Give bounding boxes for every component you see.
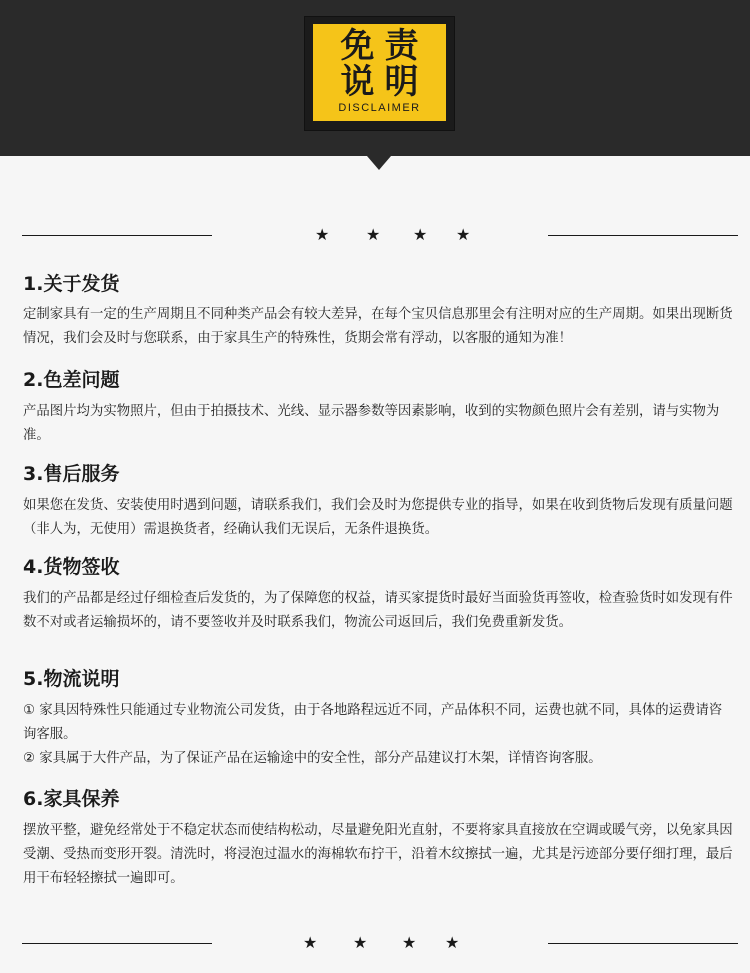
section-title-logistics: 5.物流说明 — [23, 668, 120, 690]
section-title-aftersales: 3.售后服务 — [23, 463, 120, 485]
section-body-care: 摆放平整，避免经常处于不稳定状态而使结构松动，尽量避免阳光直射，不要将家具直接放在空调或暖气旁，以免家具因受潮、受热而变形开裂。清洗时，将浸泡过温水的海棉软布拧干，沿着木纹擦拭一遍，尤其是污迹部分要仔细打理，最后用干布轻轻擦拭一遍即可。 — [23, 823, 733, 886]
header-pointer — [367, 156, 391, 170]
bottom-divider — [0, 933, 750, 953]
divider-rule-left — [22, 943, 212, 944]
section-body-receipt: 我们的产品都是经过仔细检查后发货的，为了保障您的权益，请买家提货时最好当面验货再签收，检查验货时如发现有件数不对或者运输损坏的，请不要签收并及时联系我们，物流公司返回后，我们免费重新发货。 — [23, 591, 733, 630]
section-title-receipt: 4.货物签收 — [23, 556, 120, 578]
divider-rule-right — [548, 235, 738, 236]
disclaimer-badge — [313, 24, 446, 121]
star-icon: ★ — [445, 933, 460, 952]
section-body-logistics-2: ② 家具属于大件产品，为了保证产品在运输途中的安全性，部分产品建议打木架，详情咨询客服。 — [23, 751, 602, 766]
badge-title-line1: 免责 — [340, 26, 429, 66]
badge-title-line2: 说明 — [340, 62, 429, 102]
divider-rule-left — [22, 235, 212, 236]
section-body-logistics-1: ① 家具因特殊性只能通过专业物流公司发货，由于各地路程远近不同，产品体积不同，运费也就不同，具体的运费请咨询客服。 — [23, 703, 723, 742]
section-body-color: 产品图片均为实物照片，但由于拍摄技术、光线、显示器参数等因素影响，收到的实物颜色照片会有差别，请与实物为准。 — [23, 404, 720, 443]
section-body-aftersales: 如果您在发货、安装使用时遇到问题，请联系我们，我们会及时为您提供专业的指导，如果在收到货物后发现有质量问题（非人为，无使用）需退换货者，经确认我们无误后，无条件退换货。 — [23, 498, 733, 537]
section-title-care: 6.家具保养 — [23, 788, 120, 810]
section-title-color: 2.色差问题 — [23, 369, 120, 391]
star-icon: ★ — [413, 225, 428, 244]
badge-subtitle: DISCLAIMER — [338, 102, 421, 114]
section-title-shipping: 1.关于发货 — [23, 273, 120, 295]
divider-rule-right — [548, 943, 738, 944]
top-divider — [0, 225, 750, 245]
star-icon: ★ — [303, 933, 318, 952]
section-body-shipping: 定制家具有一定的生产周期且不同种类产品会有较大差异，在每个宝贝信息那里会有注明对应的生产周期。如果出现断货情况，我们会及时与您联系，由于家具生产的特殊性，货期会常有浮动，以客服的通知为准！ — [23, 307, 733, 346]
star-icon: ★ — [402, 933, 417, 952]
star-icon: ★ — [353, 933, 368, 952]
star-icon: ★ — [315, 225, 330, 244]
star-icon: ★ — [366, 225, 381, 244]
star-icon: ★ — [456, 225, 471, 244]
